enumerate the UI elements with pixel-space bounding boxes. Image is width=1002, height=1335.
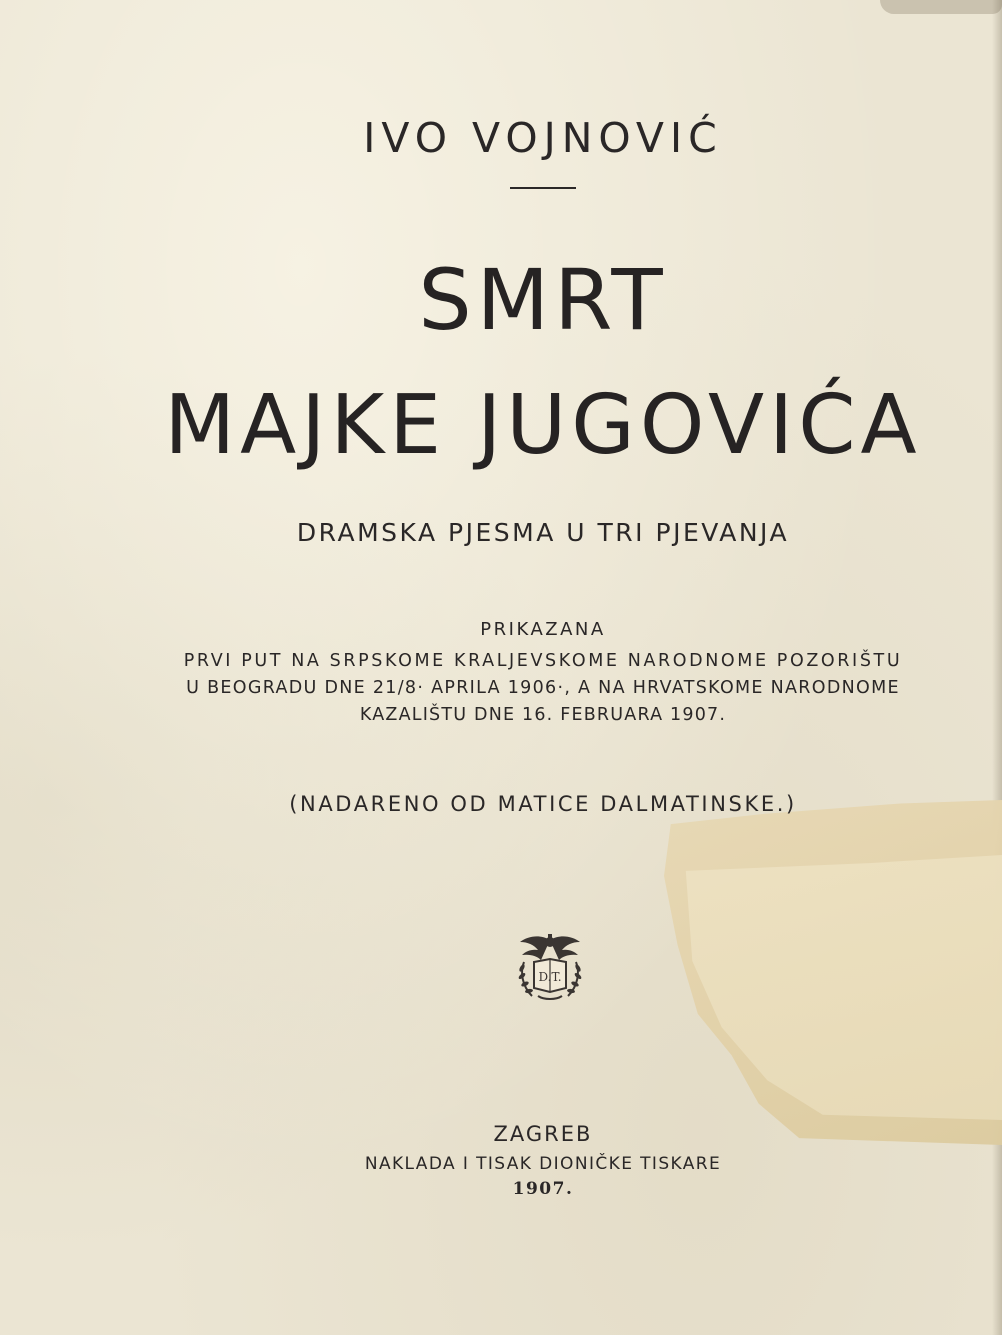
imprint-publisher: NAKLADA I TISAK DIONIČKE TISKARE: [364, 1154, 722, 1174]
performance-line-2: U BEOGRADU DNE 21/8· APRILA 1906·, A NA HRVATSKOME NARODNOME: [186, 678, 900, 698]
author-name: IVO VOJNOVIĆ: [363, 114, 723, 162]
printer-mark-icon: [510, 932, 590, 1004]
performance-line-3: KAZALIŠTU DNE 16. FEBRUARA 1907.: [359, 705, 727, 725]
emblem-monogram: D.T.: [538, 970, 562, 984]
performance-heading: PRIKAZANA: [480, 619, 606, 640]
divider-rule: [510, 187, 576, 189]
title-line-1: SMRT: [418, 251, 668, 349]
imprint-city: ZAGREB: [493, 1122, 593, 1146]
subtitle: DRAMSKA PJESMA U TRI PJEVANJA: [296, 518, 790, 547]
imprint-year: 1907.: [512, 1179, 574, 1199]
tape-patch-highlight: [676, 855, 1002, 1120]
title-line-2: MAJKE JUGOVIĆA: [164, 378, 922, 473]
page-stain: [880, 0, 1002, 14]
performance-line-1: PRVI PUT NA SRPSKOME KRALJEVSKOME NARODNOME POZORIŠTU: [183, 651, 903, 671]
award-note: (NADARENO OD MATICE DALMATINSKE.): [289, 792, 797, 816]
